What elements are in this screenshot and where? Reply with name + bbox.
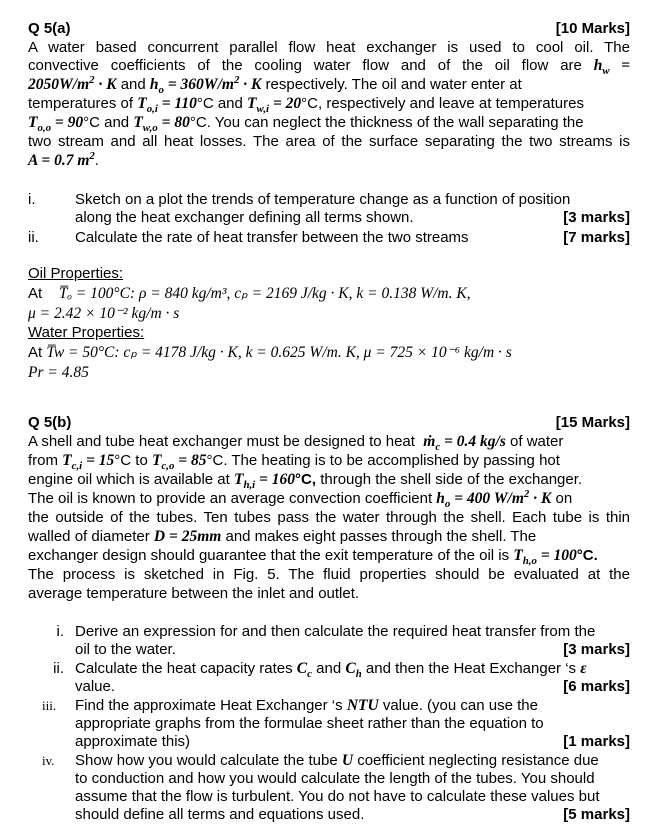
water-properties-heading: Water Properties: (28, 324, 145, 341)
q5b-item-2: ii. Calculate the heat capacity rates $C_c$ and $C_h$ and then the Heat Exchanger ‘s ε value. [6 marks] (53, 660, 630, 695)
q5b-line-4: The oil is known to provide an average convection coefficient $h_o = 400$ $W/m^2 \cdot K$ on (28, 487, 573, 511)
q5b-item-4: iv. Show how you would calculate the tube U coefficient neglecting resistance due to conduction and how you would calculate the length of the tubes. You should assume that the flow is turbulent. You do not have to calculate these values but should define all terms and equations used. [5 marks] (42, 752, 630, 823)
q5b-line-8: The process is sketched in Fig. 5. The fluid properties should be evaluated at the (28, 566, 630, 583)
q5b-marks: [15 Marks] (555, 414, 630, 431)
q5b-heading: Q 5(b) (28, 414, 72, 431)
q5a-line-3: $2050W/m^2 \cdot K$ and $h_o = 360W/m^2 \cdot K$ respectively. The oil and water enter at (28, 73, 522, 97)
q5a-header (28, 20, 630, 38)
q5a-item-1: i. Sketch on a plot the trends of temperature change as a function of position along the heat exchanger defining all terms shown. [3 marks] (28, 191, 630, 226)
q5b-line-1: A shell and tube heat exchanger must be designed to heat ṁ$_c$ = 0.4 kg/s of water (28, 433, 564, 454)
water-properties-line-2: Pr = 4.85 (28, 364, 89, 381)
q5b-line-6: walled of diameter D = 25mm and makes eight passes through the shell. The (28, 528, 537, 545)
q5a-item-2: ii. Calculate the rate of heat transfer between the two streams [7 marks] (28, 229, 630, 246)
q5b-line-5: the outside of the tubes. Ten tubes pass the water through the shell. Each tube is thin (28, 509, 630, 526)
q5a-marks: [10 Marks] (555, 20, 630, 37)
q5b-item-1: i. Derive an expression for and then calculate the required heat transfer from the oil to the water. [3 marks] (56, 623, 630, 658)
q5a-line-7: A = 0.7 $m^2$. (28, 149, 99, 169)
q5a-line-5: $T_{o,o} = 90^\circ C$ and $T_{w,o} = 80^\circ C$. You can neglect the thickness of the wall separating the (28, 114, 584, 135)
oil-properties-heading: Oil Properties: (28, 265, 124, 282)
oil-properties-line-2: μ = 2.42 × 10⁻² kg/m · s (28, 305, 180, 322)
q5b-line-3: engine oil which is available at $T_{h,i} = 160^\circ C$, through the shell side of the exchanger. (28, 471, 583, 492)
q5a-line-4: temperatures of $T_{o,i} = 110^\circ C$ and $T_{w,i} = 20^\circ C$, respectively and leave at temperatures (28, 95, 584, 116)
q5b-item-3: iii. Find the approximate Heat Exchanger ‘s NTU value. (you can use the appropriate graphs from the formulae sheet rather than the equation to approximate this) [1 marks] (42, 697, 630, 750)
q5a-line-1: A water based concurrent parallel flow heat exchanger is used to cool oil. The (28, 39, 630, 56)
q5a-line-2: convective coefficients of the cooling water flow and of the oil flow are $h_w$ = (28, 57, 630, 78)
q5b-line-9: average temperature between the inlet and outlet. (28, 585, 360, 602)
q5b-line-7: exchanger design should guarantee that the exit temperature of the oil is $T_{h,o} = 100^\circ C$. (28, 547, 598, 568)
q5a-heading: Q 5(a) (28, 20, 71, 37)
q5a-line-6: two stream and all heat losses. The area of the surface separating the two streams is (28, 133, 630, 150)
q5b-header (28, 414, 630, 432)
q5b-line-2: from $T_{c,i} = 15^\circ C$ to $T_{c,o} = 85^\circ C$. The heating is to be accomplished by passing hot (28, 452, 560, 473)
oil-properties-line-1: At T̅ₒ = 100°C: ρ = 840 kg/m³, cₚ = 2169 J/kg · K, k = 0.138 W/m. K, (28, 285, 471, 302)
water-properties-line-1: At T̅w = 50°C: cₚ = 4178 J/kg · K, k = 0.625 W/m. K, μ = 725 × 10⁻⁶ kg/m · s (28, 344, 512, 361)
